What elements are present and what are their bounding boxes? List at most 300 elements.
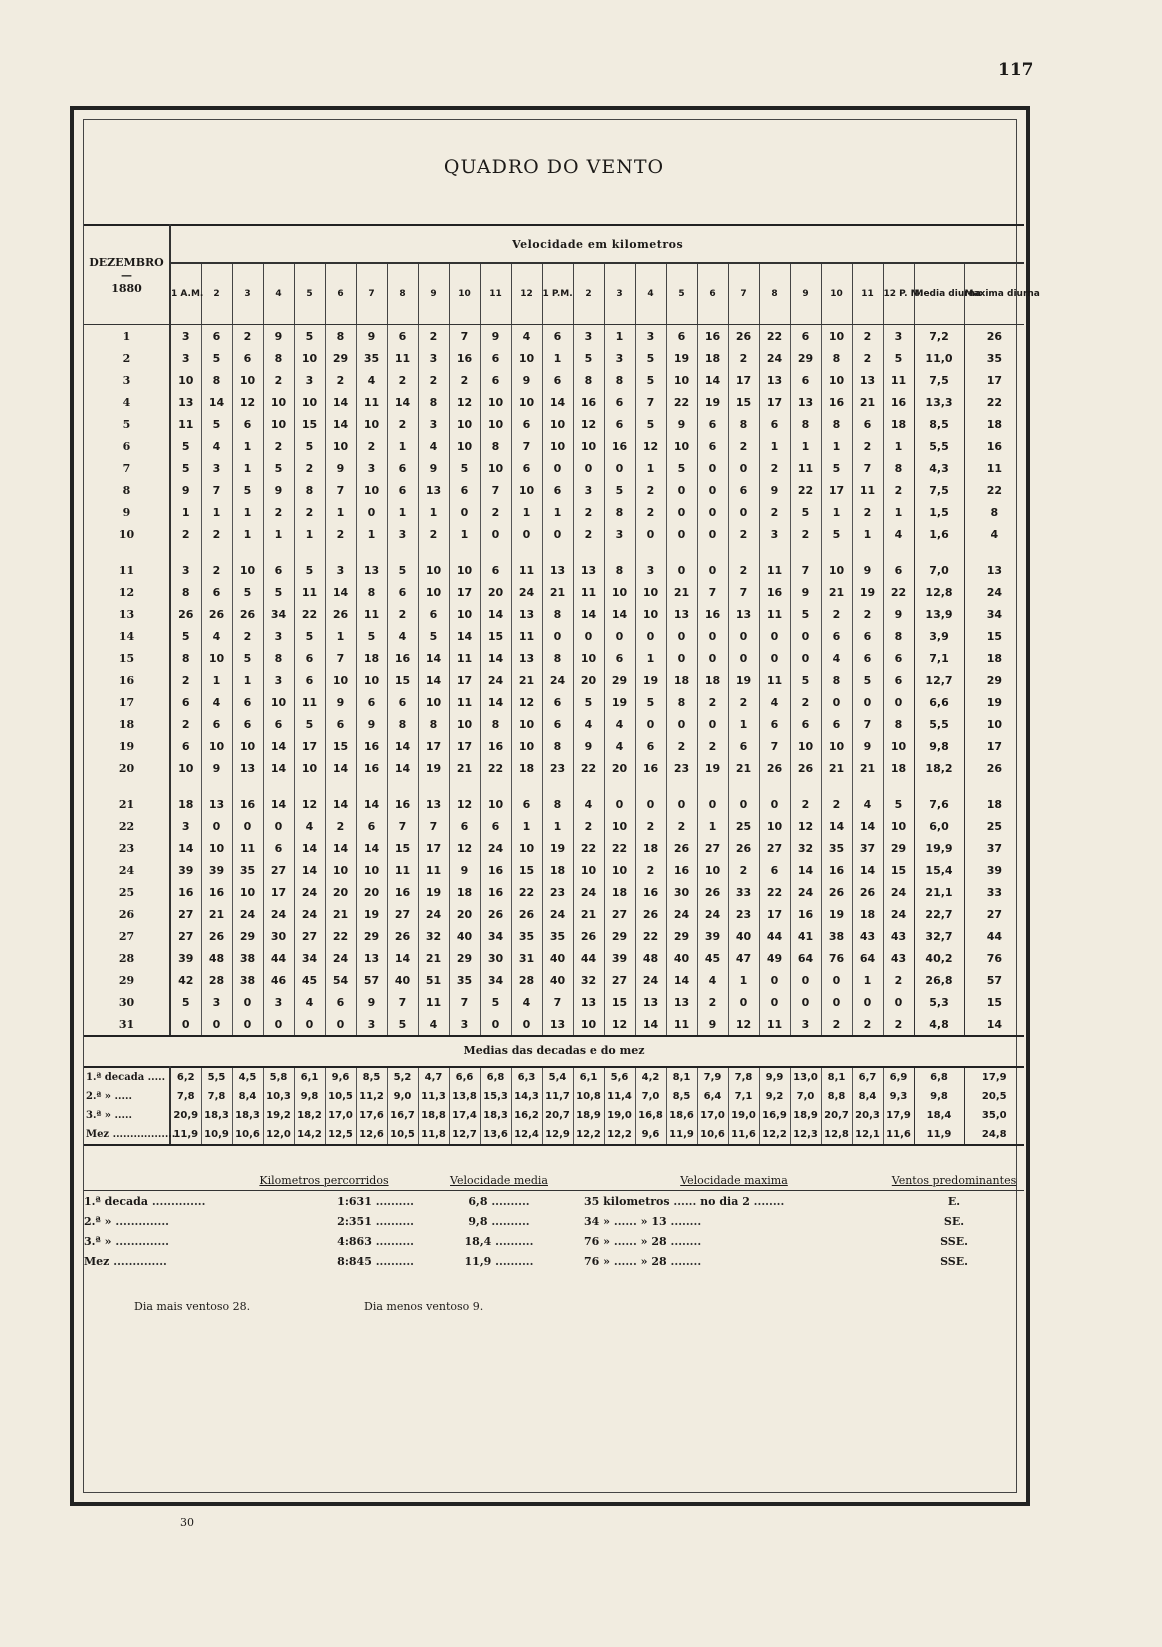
most-windy-note: Dia mais ventoso 28. [134, 1300, 251, 1313]
hour-value: 0 [728, 501, 759, 523]
hour-value: 1 [511, 501, 542, 523]
hour-value: 0 [635, 793, 666, 815]
hour-value: 2 [852, 1013, 883, 1036]
hour-value: 19 [697, 391, 728, 413]
hour-value: 29 [666, 925, 697, 947]
hour-value: 24 [666, 903, 697, 925]
hour-value: 1 [697, 815, 728, 837]
leader-dots: .............. [111, 1214, 169, 1228]
hour-header: 10 [821, 263, 852, 325]
hour-value: 2 [821, 1013, 852, 1036]
hour-value: 10 [418, 559, 449, 581]
hour-header: 7 [356, 263, 387, 325]
hour-value: 6 [263, 837, 294, 859]
hour-value: 9 [790, 581, 821, 603]
hour-value: 33 [728, 881, 759, 903]
hour-value: 6 [480, 369, 511, 391]
gap-cell [759, 779, 790, 793]
daily-maximum: 16 [964, 435, 1024, 457]
day-cell: 3 [84, 369, 170, 391]
table-row [84, 735, 1024, 757]
decade-value: 6,7 [852, 1067, 883, 1087]
hour-value: 5 [883, 347, 914, 369]
hour-value: 26 [325, 603, 356, 625]
decade-title: Medias das decadas e do mez [463, 1044, 645, 1057]
daily-maximum: 18 [964, 793, 1024, 815]
hour-value: 7 [387, 815, 418, 837]
hour-value: 6 [666, 325, 697, 348]
hour-value: 12 [573, 413, 604, 435]
leader-dots: ........ [666, 1234, 702, 1248]
daily-maximum: 27 [964, 903, 1024, 925]
hour-value: 2 [728, 435, 759, 457]
hour-value: 26 [201, 925, 232, 947]
hour-value: 2 [883, 1013, 914, 1036]
summary-header-media: Velocidade media [414, 1170, 584, 1191]
hour-value: 16 [821, 859, 852, 881]
hour-value: 0 [697, 625, 728, 647]
hour-value: 10 [449, 603, 480, 625]
day-cell: 11 [84, 559, 170, 581]
table-row [84, 669, 1024, 691]
decade-value: 9,9 [759, 1067, 790, 1087]
gap-cell [728, 779, 759, 793]
leader-dots: ...... [610, 1214, 641, 1228]
table-row [84, 859, 1024, 881]
table-row [84, 647, 1024, 669]
daily-maximum: 14 [964, 1013, 1024, 1036]
hour-value: 10 [542, 413, 573, 435]
hour-value: 5 [294, 713, 325, 735]
hour-value: 10 [821, 369, 852, 391]
hour-value: 6 [263, 559, 294, 581]
decade-value: 18,9 [573, 1106, 604, 1125]
hour-value: 0 [666, 501, 697, 523]
decade-value: 18,3 [232, 1106, 263, 1125]
gap-cell [883, 545, 914, 559]
decade-value: 14,2 [294, 1125, 325, 1145]
decade-value: 17,0 [325, 1106, 356, 1125]
hour-value: 8 [666, 691, 697, 713]
hour-header: 1 A.M. [170, 263, 201, 325]
hour-value: 19 [604, 691, 635, 713]
hour-value: 13 [666, 991, 697, 1013]
hour-value: 14 [201, 391, 232, 413]
gap-cell [387, 545, 418, 559]
decade-gap [84, 545, 1024, 559]
hour-value: 8 [170, 647, 201, 669]
hour-value: 3 [573, 325, 604, 348]
hour-value: 26 [635, 903, 666, 925]
hour-value: 0 [697, 457, 728, 479]
decade-value: 18,2 [294, 1106, 325, 1125]
table-row [84, 625, 1024, 647]
hour-value: 8 [356, 581, 387, 603]
hour-value: 4 [418, 1013, 449, 1036]
leader-dots: .......... [371, 1234, 414, 1248]
hour-value: 6 [294, 647, 325, 669]
gap-cell [604, 545, 635, 559]
decade-label: 1.ª decada ..... [84, 1067, 170, 1087]
hour-value: 2 [263, 501, 294, 523]
daily-maximum: 29 [964, 669, 1024, 691]
hour-value: 2 [635, 815, 666, 837]
hour-header: 5 [666, 263, 697, 325]
decade-value: 7,8 [728, 1067, 759, 1087]
decade-value: 16,9 [759, 1106, 790, 1125]
day-cell: 26 [84, 903, 170, 925]
hour-value: 6 [418, 603, 449, 625]
hour-value: 8 [542, 603, 573, 625]
decade-value: 5,2 [387, 1067, 418, 1087]
day-cell: 23 [84, 837, 170, 859]
hour-value: 1 [852, 523, 883, 545]
summary-km: 4:863 [337, 1234, 372, 1248]
hour-value: 28 [511, 969, 542, 991]
hour-value: 0 [697, 523, 728, 545]
daily-maximum: 76 [964, 947, 1024, 969]
summary-max: 76 [584, 1254, 600, 1268]
hour-value: 7 [449, 325, 480, 348]
decade-value: 20,7 [542, 1106, 573, 1125]
decade-row [84, 1067, 1024, 1087]
hour-value: 2 [263, 369, 294, 391]
hour-value: 14 [542, 391, 573, 413]
hour-value: 0 [635, 713, 666, 735]
hour-value: 10 [697, 859, 728, 881]
hour-value: 9 [480, 325, 511, 348]
hour-value: 0 [697, 647, 728, 669]
gap-cell [84, 779, 170, 793]
hour-value: 1 [356, 523, 387, 545]
daily-average: 12,8 [914, 581, 964, 603]
hour-value: 1 [201, 501, 232, 523]
hour-value: 0 [201, 815, 232, 837]
hour-value: 0 [821, 991, 852, 1013]
hour-value: 4 [604, 735, 635, 757]
decade-value: 11,7 [542, 1087, 573, 1106]
hour-value: 10 [263, 413, 294, 435]
gap-cell [697, 779, 728, 793]
hour-value: 9 [201, 757, 232, 779]
summary-media-cell [414, 1251, 584, 1271]
hour-value: 5 [170, 457, 201, 479]
day-cell: 16 [84, 669, 170, 691]
table-row [84, 713, 1024, 735]
summary-media: 11,9 [464, 1254, 492, 1268]
decade-value: 13,8 [449, 1087, 480, 1106]
hour-value: 0 [232, 991, 263, 1013]
decade-value: 10,3 [263, 1087, 294, 1106]
hour-value: 8 [790, 413, 821, 435]
daily-average: 8,5 [914, 413, 964, 435]
hour-value: 14 [325, 793, 356, 815]
hour-value: 2 [263, 435, 294, 457]
decade-average: 9,8 [914, 1087, 964, 1106]
hour-value: 6 [356, 815, 387, 837]
summary-media: 18,4 [464, 1234, 492, 1248]
hour-value: 2 [883, 479, 914, 501]
hour-value: 2 [201, 523, 232, 545]
hour-value: 35 [356, 347, 387, 369]
hour-value: 0 [697, 713, 728, 735]
decade-value: 20,9 [170, 1106, 201, 1125]
hour-value: 13 [852, 369, 883, 391]
hour-value: 1 [232, 501, 263, 523]
day-cell: 12 [84, 581, 170, 603]
hour-value: 6 [852, 625, 883, 647]
decade-value: 12,7 [449, 1125, 480, 1145]
hour-value: 15 [511, 859, 542, 881]
hour-value: 2 [852, 325, 883, 348]
hour-value: 3 [790, 1013, 821, 1036]
gap-cell [449, 779, 480, 793]
hour-value: 44 [263, 947, 294, 969]
hour-value: 0 [728, 991, 759, 1013]
gap-cell [263, 779, 294, 793]
max-header: Maxima diurna [964, 263, 1024, 325]
hour-value: 64 [790, 947, 821, 969]
decade-value: 17,0 [697, 1106, 728, 1125]
hour-header: 7 [728, 263, 759, 325]
hour-value: 3 [263, 625, 294, 647]
daily-average: 22,7 [914, 903, 964, 925]
hour-value: 12 [449, 793, 480, 815]
hour-value: 6 [635, 735, 666, 757]
hour-value: 10 [511, 347, 542, 369]
hour-header: 1 P.M. [542, 263, 573, 325]
gap-cell [964, 545, 1024, 559]
hour-value: 6 [821, 625, 852, 647]
day-cell: 6 [84, 435, 170, 457]
hour-value: 40 [387, 969, 418, 991]
hour-value: 2 [170, 523, 201, 545]
hour-header: 5 [294, 263, 325, 325]
hour-value: 11 [790, 457, 821, 479]
hour-value: 6 [232, 691, 263, 713]
summary-header-vento: Ventos predominantes [884, 1170, 1024, 1191]
hour-value: 2 [387, 603, 418, 625]
hour-value: 26 [666, 837, 697, 859]
hour-value: 24 [480, 669, 511, 691]
decade-value: 17,4 [449, 1106, 480, 1125]
gap-cell [604, 779, 635, 793]
hour-value: 7 [728, 581, 759, 603]
summary-no-dia: no dia [700, 1194, 739, 1208]
hour-header: 9 [790, 263, 821, 325]
daily-average: 1,5 [914, 501, 964, 523]
hour-value: 7 [418, 815, 449, 837]
hour-value: 3 [170, 325, 201, 348]
hour-value: 0 [883, 691, 914, 713]
hour-value: 5 [170, 991, 201, 1013]
hour-value: 2 [852, 347, 883, 369]
hour-value: 6 [542, 479, 573, 501]
hour-value: 14 [635, 1013, 666, 1036]
hour-value: 32 [790, 837, 821, 859]
gap-cell [852, 545, 883, 559]
hour-value: 0 [635, 523, 666, 545]
hour-value: 19 [697, 757, 728, 779]
hour-value: 7 [635, 391, 666, 413]
hour-value: 2 [790, 523, 821, 545]
hour-value: 13 [635, 991, 666, 1013]
hour-value: 22 [480, 757, 511, 779]
hour-value: 14 [852, 815, 883, 837]
hour-value: 1 [542, 501, 573, 523]
hour-value: 43 [883, 947, 914, 969]
hour-value: 1 [728, 969, 759, 991]
hour-value: 14 [666, 969, 697, 991]
hour-value: 22 [666, 391, 697, 413]
hour-value: 2 [387, 369, 418, 391]
summary-max-cell [584, 1211, 884, 1231]
hour-value: 19 [635, 669, 666, 691]
hour-value: 25 [728, 815, 759, 837]
hour-value: 47 [728, 947, 759, 969]
hour-value: 2 [852, 603, 883, 625]
gap-cell [790, 779, 821, 793]
hour-value: 26 [852, 881, 883, 903]
daily-maximum: 22 [964, 479, 1024, 501]
hour-value: 27 [263, 859, 294, 881]
hour-value: 26 [170, 603, 201, 625]
hours-header-row [84, 263, 1024, 325]
hour-value: 0 [325, 1013, 356, 1036]
hour-value: 21 [852, 757, 883, 779]
decade-value: 11,9 [666, 1125, 697, 1145]
decade-value: 7,0 [790, 1087, 821, 1106]
hour-value: 2 [418, 369, 449, 391]
hour-value: 21 [821, 581, 852, 603]
hour-value: 8 [604, 559, 635, 581]
hour-value: 16 [449, 347, 480, 369]
hour-value: 20 [573, 669, 604, 691]
daily-maximum: 10 [964, 713, 1024, 735]
hour-value: 17 [449, 669, 480, 691]
hour-value: 0 [263, 815, 294, 837]
hour-value: 10 [635, 603, 666, 625]
hour-value: 2 [666, 735, 697, 757]
hour-value: 9 [356, 991, 387, 1013]
hour-value: 11 [170, 413, 201, 435]
gap-cell [480, 779, 511, 793]
hour-value: 10 [232, 559, 263, 581]
hour-value: 18 [635, 837, 666, 859]
decade-value: 17,6 [356, 1106, 387, 1125]
daily-average: 7,0 [914, 559, 964, 581]
decade-value: 8,8 [821, 1087, 852, 1106]
decade-row [84, 1087, 1024, 1106]
daily-maximum: 17 [964, 369, 1024, 391]
gap-cell [480, 545, 511, 559]
daily-average: 7,6 [914, 793, 964, 815]
decade-value: 18,3 [201, 1106, 232, 1125]
hour-value: 5 [294, 435, 325, 457]
hour-value: 2 [356, 435, 387, 457]
hour-header: 4 [263, 263, 294, 325]
hour-header: 8 [387, 263, 418, 325]
table-row [84, 479, 1024, 501]
hour-value: 21 [852, 391, 883, 413]
hour-value: 8 [325, 325, 356, 348]
hour-value: 14 [852, 859, 883, 881]
hour-value: 0 [666, 793, 697, 815]
hour-value: 35 [821, 837, 852, 859]
hour-value: 1 [759, 435, 790, 457]
decade-value: 7,8 [201, 1087, 232, 1106]
hour-value: 9 [697, 1013, 728, 1036]
day-cell: 18 [84, 713, 170, 735]
gap-cell [356, 545, 387, 559]
daily-average: 9,8 [914, 735, 964, 757]
hour-value: 12 [232, 391, 263, 413]
hour-value: 34 [480, 925, 511, 947]
hour-value: 24 [759, 347, 790, 369]
daily-average: 1,6 [914, 523, 964, 545]
hour-value: 8 [263, 347, 294, 369]
hour-value: 8 [821, 413, 852, 435]
gap-cell [697, 545, 728, 559]
hour-header: 9 [418, 263, 449, 325]
table-row [84, 581, 1024, 603]
hour-value: 17 [418, 837, 449, 859]
hour-value: 8 [418, 713, 449, 735]
daily-maximum: 18 [964, 647, 1024, 669]
summary-max-cell [584, 1251, 884, 1271]
hour-value: 14 [263, 757, 294, 779]
gap-cell [449, 545, 480, 559]
hour-value: 26 [573, 925, 604, 947]
hour-value: 39 [697, 925, 728, 947]
hour-value: 0 [852, 691, 883, 713]
hour-value: 14 [480, 691, 511, 713]
table-row [84, 559, 1024, 581]
decade-value: 6,9 [883, 1067, 914, 1087]
hour-value: 2 [573, 501, 604, 523]
hour-value: 6 [511, 793, 542, 815]
daily-maximum: 24 [964, 581, 1024, 603]
hour-value: 10 [263, 691, 294, 713]
daily-average: 7,1 [914, 647, 964, 669]
hour-value: 1 [201, 669, 232, 691]
hour-value: 7 [325, 479, 356, 501]
table-row [84, 457, 1024, 479]
hour-value: 0 [666, 559, 697, 581]
hour-value: 31 [511, 947, 542, 969]
hour-value: 24 [418, 903, 449, 925]
gap-cell [294, 779, 325, 793]
decade-value: 12,4 [511, 1125, 542, 1145]
hour-value: 29 [883, 837, 914, 859]
hour-value: 26 [387, 925, 418, 947]
summary-max-cell [584, 1191, 884, 1212]
hour-value: 10 [356, 859, 387, 881]
hour-value: 2 [728, 347, 759, 369]
hour-value: 14 [387, 735, 418, 757]
hour-value: 16 [573, 391, 604, 413]
table-row [84, 347, 1024, 369]
hour-value: 8 [418, 391, 449, 413]
hour-value: 5 [790, 603, 821, 625]
gap-cell [418, 779, 449, 793]
hour-value: 1 [232, 523, 263, 545]
hour-value: 9 [573, 735, 604, 757]
hour-value: 0 [697, 479, 728, 501]
decade-average: 11,9 [914, 1125, 964, 1145]
hour-value: 23 [542, 881, 573, 903]
decade-label: 2.ª » ..... [84, 1087, 170, 1106]
